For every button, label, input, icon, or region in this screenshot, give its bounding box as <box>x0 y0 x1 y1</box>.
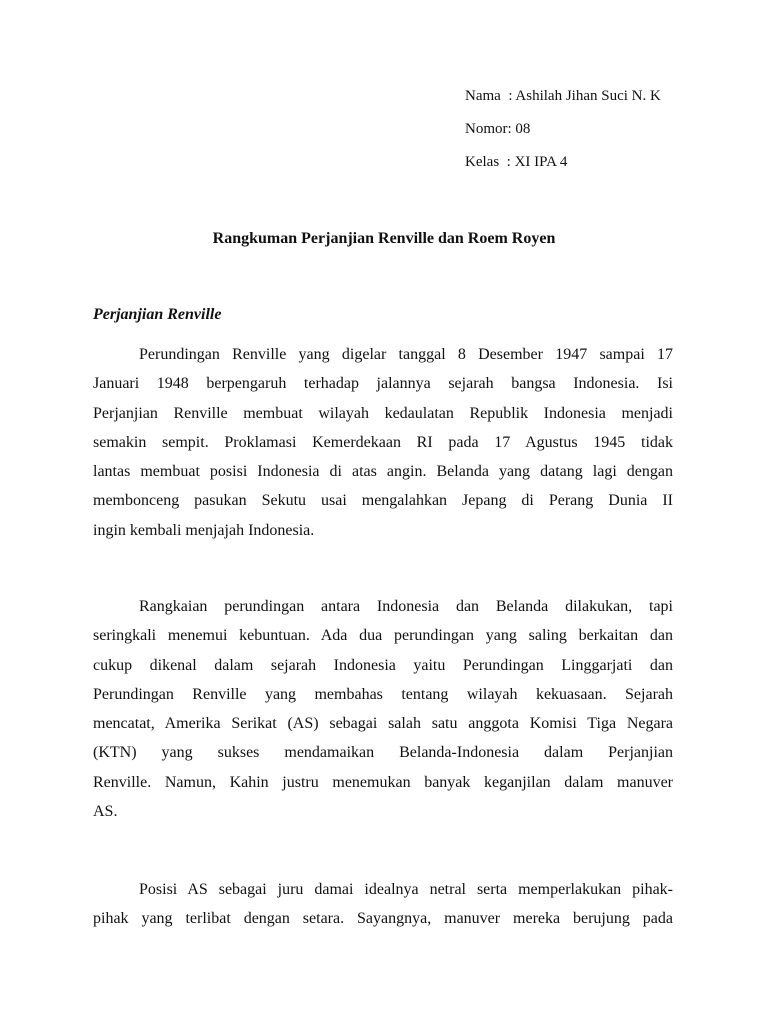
paragraph-line: Perundingan Renville yang digelar tanggal 8 Desember 1947 sampai 17 <box>139 346 673 363</box>
paragraph-line: semakin sempit. Proklamasi Kemerdekaan RI pada 17 Agustus 1945 tidak <box>93 433 673 451</box>
paragraph-line: AS. <box>93 803 118 821</box>
paragraph-line: mencatat, Amerika Serikat (AS) sebagai salah satu anggota Komisi Tiga Negara <box>93 715 673 733</box>
paragraph-line: pihak yang terlibat dengan setara. Sayangnya, manuver mereka berujung pada <box>93 910 673 928</box>
paragraph-line: Rangkaian perundingan antara Indonesia dan Belanda dilakukan, tapi <box>139 598 673 615</box>
paragraph-line: Renville. Namun, Kahin justru menemukan banyak keganjilan dalam manuver <box>93 773 673 791</box>
paragraph-1 <box>93 340 673 545</box>
student-name: Nama : Ashilah Jihan Suci N. K <box>465 88 661 104</box>
paragraph-line: Perundingan Renville yang membahas tentang wilayah kekuasaan. Sejarah <box>93 685 673 703</box>
paragraph-line: Januari 1948 berpengaruh terhadap jalannya sejarah bangsa Indonesia. Isi <box>93 375 673 393</box>
paragraph-line: lantas membuat posisi Indonesia di atas angin. Belanda yang datang lagi dengan <box>93 463 673 481</box>
student-info <box>465 86 661 185</box>
student-number: Nomor: 08 <box>465 121 531 137</box>
paragraph-line: ingin kembali menjajah Indonesia. <box>93 521 315 539</box>
paragraph-line: Posisi AS sebagai juru damai idealnya netral serta memperlakukan pihak- <box>139 881 673 898</box>
paragraph-line: Perjanjian Renville membuat wilayah kedaulatan Republik Indonesia menjadi <box>93 404 673 422</box>
paragraph-2 <box>93 592 673 826</box>
paragraph-line: cukup dikenal dalam sejarah Indonesia yaitu Perundingan Linggarjati dan <box>93 656 673 674</box>
paragraph-3 <box>93 875 673 934</box>
document-title: Rangkuman Perjanjian Renville dan Roem Royen <box>212 230 556 247</box>
paragraph-line: (KTN) yang sukses mendamaikan Belanda-Indonesia dalam Perjanjian <box>93 744 673 762</box>
student-class: Kelas : XI IPA 4 <box>465 154 568 170</box>
paragraph-line: seringkali menemui kebuntuan. Ada dua perundingan yang saling berkaitan dan <box>93 627 673 645</box>
paragraph-line: membonceng pasukan Sekutu usai mengalahkan Jepang di Perang Dunia II <box>93 492 673 510</box>
section-heading: Perjanjian Renville <box>93 306 222 323</box>
